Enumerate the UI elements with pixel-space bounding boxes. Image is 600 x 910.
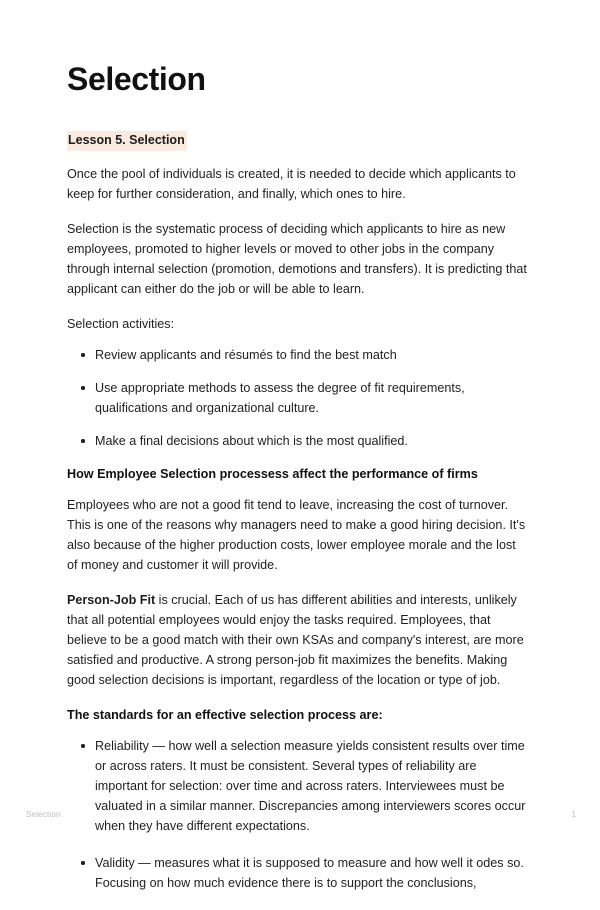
lesson-heading: Lesson 5. Selection — [67, 131, 187, 151]
page-content — [67, 62, 527, 910]
lesson-heading-wrapper — [67, 131, 527, 164]
list-item: Validity — measures what it is supposed to measure and how well it odes so. Focusing on how much evidence there is to support the conclusions, — [67, 853, 527, 893]
page-title: Selection — [67, 61, 206, 97]
paragraph-intro: Once the pool of individuals is created, it is needed to decide which applicants to keep for further consideration, and finally, which ones to hire. — [67, 167, 516, 202]
list-item: Reliability — how well a selection measure yields consistent results over time or across raters. It must be consistent. Several types of reliability are important for selection: over time and across raters. Interviewees must be valuated in a similar manner. Discrepancies among interviewers scores occur when they have different expectations. — [67, 736, 527, 836]
paragraph-definition: Selection is the systematic process of deciding which applicants to hire as new employees, promoted to higher levels or moved to other jobs in the company through internal selection (promotion, demotions and transfers). It is predicting that applicant can either do the job or will be able to learn. — [67, 222, 527, 297]
person-job-fit-lead: Person-Job Fit — [67, 593, 156, 608]
list-item: Make a final decisions about which is the most qualified. — [67, 431, 527, 451]
selection-activities-list — [67, 345, 527, 451]
list-item: Use appropriate methods to assess the degree of fit requirements, qualifications and organizational culture. — [67, 378, 527, 418]
paragraph-person-job-fit — [67, 590, 527, 690]
page-footer — [0, 810, 600, 830]
heading-processes-effect: How Employee Selection processess affect the performance of firms — [67, 467, 478, 482]
heading-standards: The standards for an effective selection process are: — [67, 708, 383, 723]
paragraph-turnover: Employees who are not a good fit tend to leave, increasing the cost of turnover. This is one of the reasons why managers need to make a good hiring decision. It's also because of the higher production costs, lower employee morale and the lost of money and customer it will provide. — [67, 498, 526, 573]
footer-page-number: 1 — [571, 810, 576, 819]
footer-document-label: Selection — [26, 810, 61, 819]
person-job-fit-body: is crucial. Each of us has different abilities and interests, unlikely that all potential employees would enjoy the tasks required. Employees, that believe to be a good match with their own KSAs and company's interest, are more satisfied and productive. A strong person-job fit maximizes the benefits. Making good selection decisions is important, regardless of the location or type of job. — [67, 593, 524, 688]
paragraph-activities-lead: Selection activities: — [67, 317, 175, 332]
list-item: Review applicants and résumés to find the best match — [67, 345, 527, 365]
